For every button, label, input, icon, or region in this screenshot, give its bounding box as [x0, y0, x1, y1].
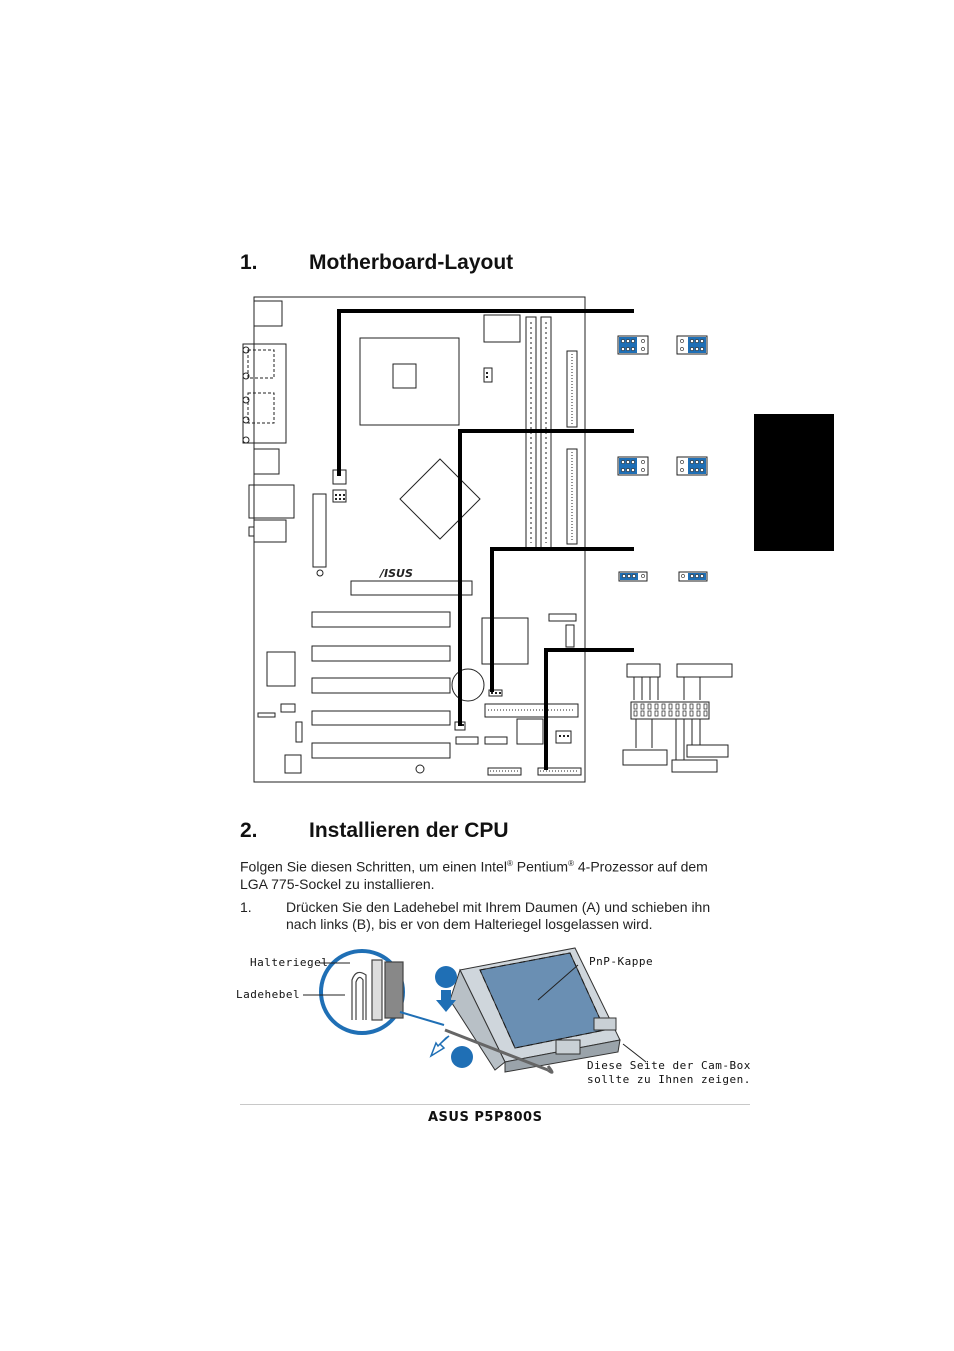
footer-rule — [240, 1104, 750, 1105]
step1-text — [286, 899, 726, 933]
intro-text-a: Folgen Sie diesen Schritten, um einen Intel — [240, 858, 507, 875]
intro-line-1 — [240, 855, 720, 876]
motherboard-diagram — [235, 290, 745, 795]
intro-line-2: LGA 775-Sockel zu installieren. — [240, 875, 435, 892]
registered-mark: ® — [506, 859, 513, 868]
section1-number: 1. — [240, 251, 258, 274]
footer-text: ASUS P5P800S — [428, 1110, 543, 1125]
intro-text-b: Pentium — [512, 858, 569, 875]
section2-title: Installieren der CPU — [309, 819, 509, 842]
label-cam-box-2: sollte zu Ihnen zeigen. — [587, 1073, 751, 1086]
section1-title: Motherboard-Layout — [309, 251, 514, 274]
label-pnp-kappe: PnP-Kappe — [589, 955, 654, 968]
step1-number: 1. — [240, 899, 252, 915]
label-cam-box-1: Diese Seite der Cam-Box — [587, 1059, 751, 1072]
side-tab — [754, 414, 834, 551]
step1-line-1: Drücken Sie den Ladehebel mit Ihrem Daumen (A) und schieben ihn — [286, 899, 711, 915]
label-halteriegel: Halteriegel — [250, 956, 329, 969]
registered-mark: ® — [568, 859, 574, 868]
step1-line-2: nach links (B), bis er von dem Halteriegel losgelassen wird. — [286, 916, 653, 932]
section2-number: 2. — [240, 819, 258, 842]
intro-paragraph — [240, 855, 720, 893]
board-logo: /ISUS — [380, 567, 413, 580]
label-ladehebel: Ladehebel — [236, 988, 301, 1001]
intro-text-c: 4-Prozessor auf dem — [574, 858, 708, 875]
